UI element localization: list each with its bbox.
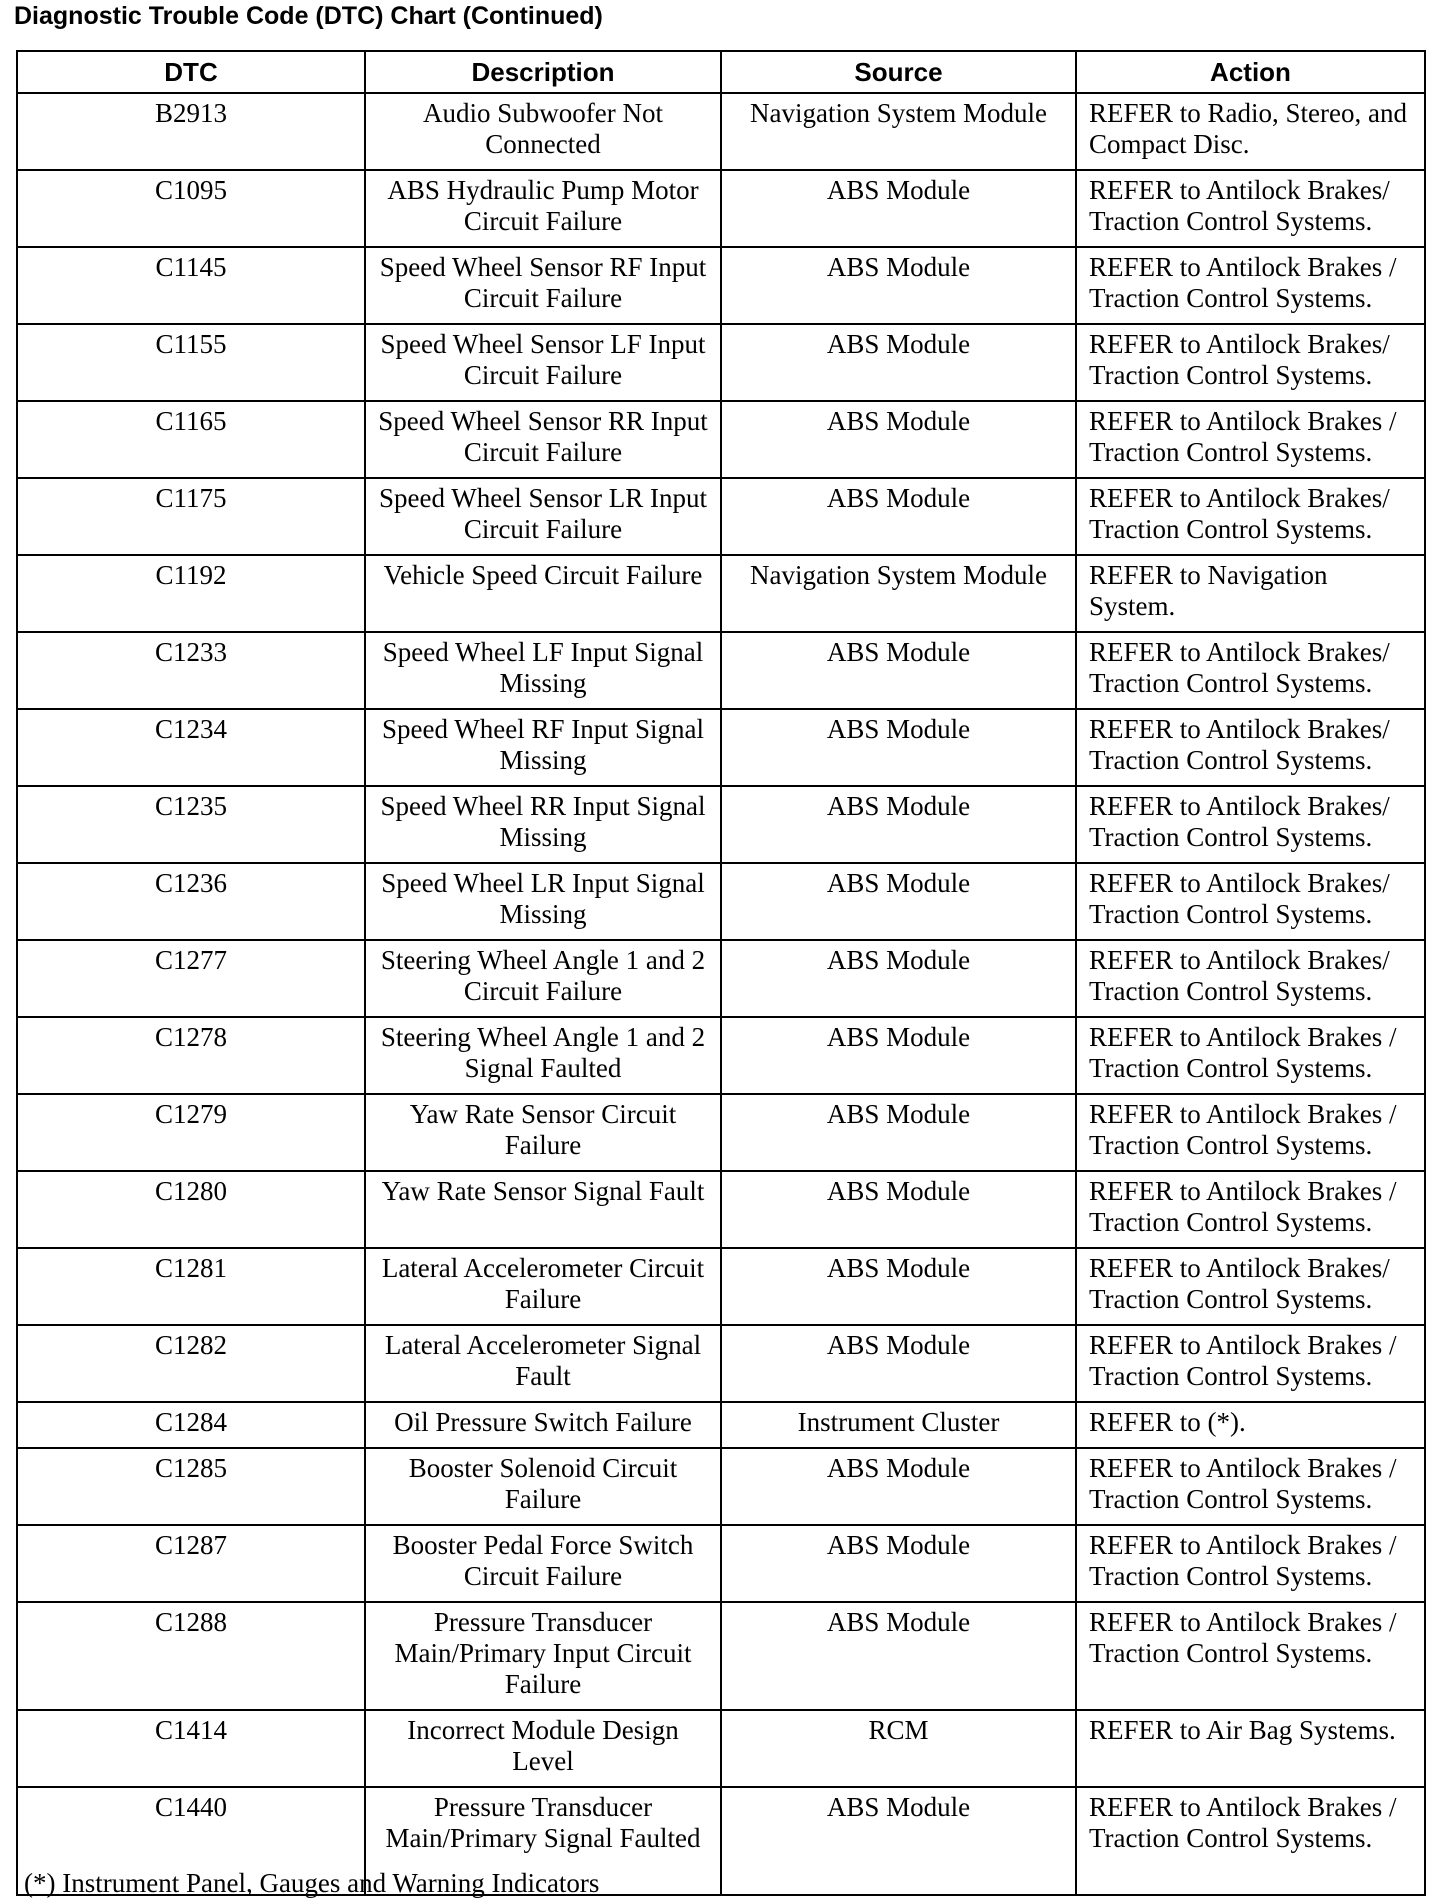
dtc-source: ABS Module [721, 863, 1076, 940]
dtc-code: C1095 [17, 170, 365, 247]
dtc-action: REFER to Antilock Brakes / Traction Control Systems. [1076, 1171, 1425, 1248]
dtc-description: Booster Solenoid Circuit Failure [365, 1448, 721, 1525]
table-row [17, 632, 1425, 709]
dtc-code: C1235 [17, 786, 365, 863]
table-row [17, 555, 1425, 632]
dtc-action: REFER to Antilock Brakes / Traction Control Systems. [1076, 1325, 1425, 1402]
dtc-source: ABS Module [721, 1248, 1076, 1325]
dtc-code: C1155 [17, 324, 365, 401]
dtc-code: C1281 [17, 1248, 365, 1325]
table-row [17, 1248, 1425, 1325]
dtc-action: REFER to Antilock Brakes/ Traction Control Systems. [1076, 709, 1425, 786]
dtc-code: B2913 [17, 93, 365, 170]
dtc-description: Steering Wheel Angle 1 and 2 Circuit Failure [365, 940, 721, 1017]
dtc-description: Steering Wheel Angle 1 and 2 Signal Faulted [365, 1017, 721, 1094]
dtc-action: REFER to Air Bag Systems. [1076, 1710, 1425, 1787]
dtc-code: C1192 [17, 555, 365, 632]
dtc-code: C1284 [17, 1402, 365, 1448]
dtc-description: Speed Wheel Sensor RF Input Circuit Failure [365, 247, 721, 324]
dtc-action: REFER to Radio, Stereo, and Compact Disc. [1076, 93, 1425, 170]
page-title: Diagnostic Trouble Code (DTC) Chart (Continued) [14, 2, 603, 30]
dtc-description: Speed Wheel Sensor RR Input Circuit Failure [365, 401, 721, 478]
table-header-row [17, 51, 1425, 93]
dtc-action: REFER to Antilock Brakes / Traction Control Systems. [1076, 1448, 1425, 1525]
table-row [17, 786, 1425, 863]
table-row [17, 1094, 1425, 1171]
dtc-description: ABS Hydraulic Pump Motor Circuit Failure [365, 170, 721, 247]
dtc-source: ABS Module [721, 1525, 1076, 1602]
dtc-action: REFER to Antilock Brakes/ Traction Control Systems. [1076, 478, 1425, 555]
table-row [17, 1710, 1425, 1787]
dtc-description: Incorrect Module Design Level [365, 1710, 721, 1787]
column-header-description: Description [365, 51, 721, 93]
footnote: (*) Instrument Panel, Gauges and Warning Indicators [24, 1868, 600, 1898]
dtc-source: ABS Module [721, 324, 1076, 401]
table-row [17, 1325, 1425, 1402]
dtc-description: Speed Wheel Sensor LF Input Circuit Failure [365, 324, 721, 401]
dtc-description: Lateral Accelerometer Circuit Failure [365, 1248, 721, 1325]
dtc-table [16, 50, 1426, 1896]
dtc-action: REFER to Antilock Brakes/ Traction Control Systems. [1076, 632, 1425, 709]
table-row [17, 863, 1425, 940]
dtc-action: REFER to Antilock Brakes/ Traction Control Systems. [1076, 940, 1425, 1017]
dtc-action: REFER to (*). [1076, 1402, 1425, 1448]
dtc-description: Pressure Transducer Main/Primary Input Circuit Failure [365, 1602, 721, 1710]
dtc-description: Speed Wheel RR Input Signal Missing [365, 786, 721, 863]
dtc-code: C1278 [17, 1017, 365, 1094]
dtc-description: Speed Wheel LF Input Signal Missing [365, 632, 721, 709]
dtc-code: C1414 [17, 1710, 365, 1787]
dtc-code: C1287 [17, 1525, 365, 1602]
dtc-code: C1277 [17, 940, 365, 1017]
table-row [17, 1602, 1425, 1710]
dtc-action: REFER to Antilock Brakes/ Traction Control Systems. [1076, 786, 1425, 863]
dtc-code: C1279 [17, 1094, 365, 1171]
dtc-source: ABS Module [721, 478, 1076, 555]
dtc-action: REFER to Antilock Brakes / Traction Control Systems. [1076, 1787, 1425, 1895]
dtc-code: C1440 [17, 1787, 365, 1895]
table-row [17, 324, 1425, 401]
dtc-description: Booster Pedal Force Switch Circuit Failure [365, 1525, 721, 1602]
table-row [17, 401, 1425, 478]
column-header-source: Source [721, 51, 1076, 93]
dtc-source: ABS Module [721, 709, 1076, 786]
dtc-description: Yaw Rate Sensor Circuit Failure [365, 1094, 721, 1171]
dtc-source: ABS Module [721, 632, 1076, 709]
dtc-action: REFER to Antilock Brakes/ Traction Control Systems. [1076, 324, 1425, 401]
table-row [17, 93, 1425, 170]
table-row [17, 1402, 1425, 1448]
dtc-action: REFER to Antilock Brakes/ Traction Control Systems. [1076, 170, 1425, 247]
dtc-code: C1285 [17, 1448, 365, 1525]
dtc-source: ABS Module [721, 1171, 1076, 1248]
dtc-description: Vehicle Speed Circuit Failure [365, 555, 721, 632]
dtc-source: ABS Module [721, 247, 1076, 324]
table-row [17, 247, 1425, 324]
dtc-code: C1280 [17, 1171, 365, 1248]
table-row [17, 940, 1425, 1017]
dtc-description: Speed Wheel Sensor LR Input Circuit Failure [365, 478, 721, 555]
dtc-code: C1282 [17, 1325, 365, 1402]
table-row [17, 1017, 1425, 1094]
column-header-action: Action [1076, 51, 1425, 93]
dtc-description: Oil Pressure Switch Failure [365, 1402, 721, 1448]
dtc-source: ABS Module [721, 1094, 1076, 1171]
dtc-action: REFER to Antilock Brakes/ Traction Control Systems. [1076, 863, 1425, 940]
dtc-action: REFER to Antilock Brakes / Traction Control Systems. [1076, 1602, 1425, 1710]
dtc-source: ABS Module [721, 940, 1076, 1017]
dtc-source: ABS Module [721, 1602, 1076, 1710]
dtc-source: RCM [721, 1710, 1076, 1787]
dtc-source: ABS Module [721, 786, 1076, 863]
dtc-source: ABS Module [721, 1017, 1076, 1094]
dtc-code: C1175 [17, 478, 365, 555]
dtc-code: C1236 [17, 863, 365, 940]
dtc-action: REFER to Antilock Brakes / Traction Control Systems. [1076, 1017, 1425, 1094]
dtc-action: REFER to Antilock Brakes / Traction Control Systems. [1076, 401, 1425, 478]
dtc-description: Speed Wheel RF Input Signal Missing [365, 709, 721, 786]
table-row [17, 709, 1425, 786]
dtc-code: C1165 [17, 401, 365, 478]
table-row [17, 1171, 1425, 1248]
dtc-description: Yaw Rate Sensor Signal Fault [365, 1171, 721, 1248]
dtc-code: C1288 [17, 1602, 365, 1710]
dtc-action: REFER to Navigation System. [1076, 555, 1425, 632]
table-row [17, 170, 1425, 247]
dtc-source: Instrument Cluster [721, 1402, 1076, 1448]
dtc-source: ABS Module [721, 1787, 1076, 1895]
dtc-action: REFER to Antilock Brakes / Traction Control Systems. [1076, 1525, 1425, 1602]
dtc-source: ABS Module [721, 1325, 1076, 1402]
dtc-source: Navigation System Module [721, 93, 1076, 170]
dtc-action: REFER to Antilock Brakes/ Traction Control Systems. [1076, 1248, 1425, 1325]
column-header-dtc: DTC [17, 51, 365, 93]
dtc-description: Speed Wheel LR Input Signal Missing [365, 863, 721, 940]
dtc-action: REFER to Antilock Brakes / Traction Control Systems. [1076, 1094, 1425, 1171]
dtc-action: REFER to Antilock Brakes / Traction Control Systems. [1076, 247, 1425, 324]
table-row [17, 1448, 1425, 1525]
dtc-source: ABS Module [721, 401, 1076, 478]
dtc-source: ABS Module [721, 1448, 1076, 1525]
dtc-description: Pressure Transducer Main/Primary Signal Faulted [365, 1787, 721, 1895]
dtc-description: Lateral Accelerometer Signal Fault [365, 1325, 721, 1402]
dtc-source: ABS Module [721, 170, 1076, 247]
dtc-code: C1145 [17, 247, 365, 324]
dtc-code: C1234 [17, 709, 365, 786]
table-row [17, 1525, 1425, 1602]
table-row [17, 478, 1425, 555]
dtc-source: Navigation System Module [721, 555, 1076, 632]
dtc-description: Audio Subwoofer Not Connected [365, 93, 721, 170]
dtc-code: C1233 [17, 632, 365, 709]
